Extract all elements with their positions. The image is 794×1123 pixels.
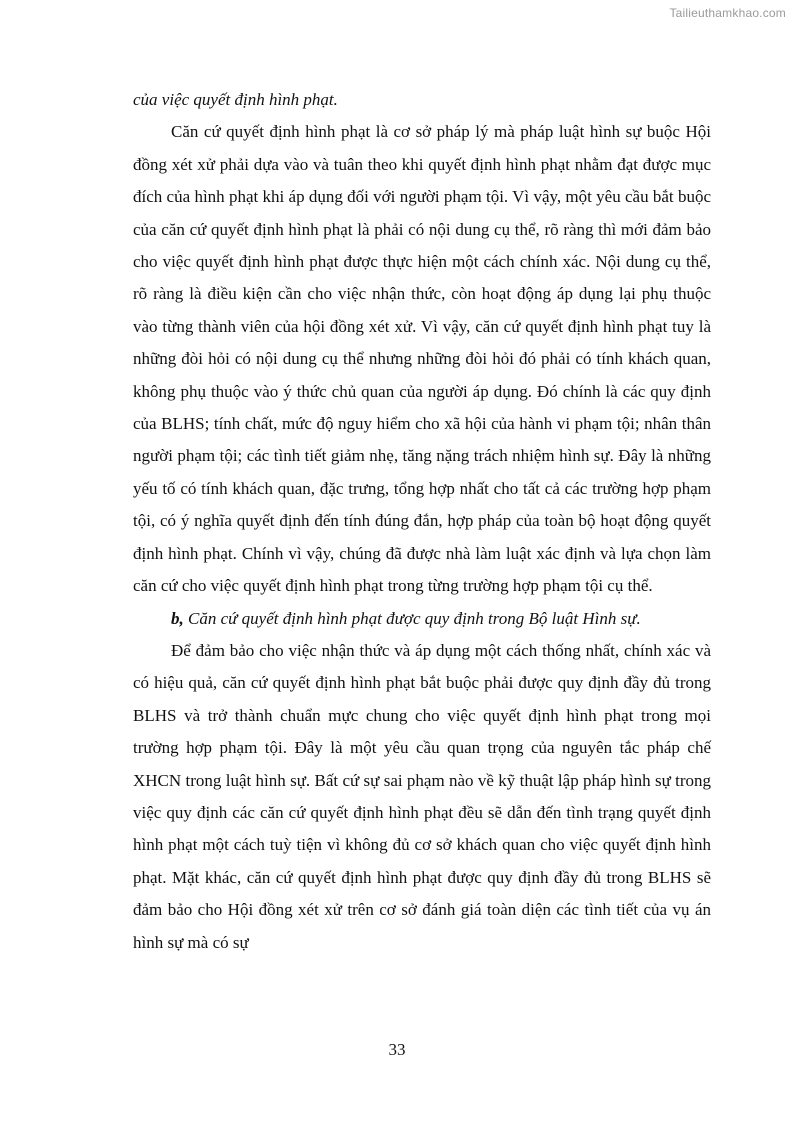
paragraph: Để đảm bảo cho việc nhận thức và áp dụng một cách thống nhất, chính xác và có hiệu quả, căn cứ quyết định hình phạt bắt buộc phải được quy định đầy đủ trong BLHS và trở thành chuẩn mực chung cho việc quyết định hình phạt trong mọi trường hợp phạm tội. Đây là một yêu cầu quan trọng của nguyên tắc pháp chế XHCN trong luật hình sự. Bất cứ sự sai phạm nào về kỹ thuật lập pháp hình sự trong việc quy định các căn cứ quyết định hình phạt đều sẽ dẫn đến tình trạng quyết định hình phạt một cách tuỳ tiện vì không đủ cơ sở khách quan cho việc quyết định hình phạt. Mặt khác, căn cứ quyết định hình phạt được quy định đầy đủ trong BLHS sẽ đảm bảo cho Hội đồng xét xử trên cơ sở đánh giá toàn diện các tình tiết của vụ án hình sự mà có sự bbox=[133, 640, 711, 952]
section-heading bbox=[133, 603, 711, 635]
section-heading-text: Căn cứ quyết định hình phạt được quy định trong Bộ luật Hình sự. bbox=[183, 608, 641, 628]
paragraph-continuation: của việc quyết định hình phạt. bbox=[133, 90, 338, 109]
body-text bbox=[133, 84, 711, 959]
page-number: 33 bbox=[388, 1040, 406, 1059]
paragraph: Căn cứ quyết định hình phạt là cơ sở pháp lý mà pháp luật hình sự buộc Hội đồng xét xử phải dựa vào và tuân theo khi quyết định hình phạt nhằm đạt được mục đích của hình phạt khi áp dụng đối với người phạm tội. Vì vậy, một yêu cầu bắt buộc của căn cứ quyết định hình phạt là phải có nội dung cụ thể, rõ ràng thì mới đảm bảo cho việc quyết định hình phạt được thực hiện một cách chính xác. Nội dung cụ thể, rõ ràng là điều kiện cần cho việc nhận thức, còn hoạt động áp dụng lại phụ thuộc vào từng thành viên của hội đồng xét xử. Vì vậy, căn cứ quyết định hình phạt tuy là những đòi hỏi có nội dung cụ thể nhưng những đòi hỏi đó phải có tính khách quan, không phụ thuộc vào ý thức chủ quan của người áp dụng. Đó chính là các quy định của BLHS; tính chất, mức độ nguy hiểm cho xã hội của hành vi phạm tội; nhân thân người phạm tội; các tình tiết giảm nhẹ, tăng nặng trách nhiệm hình sự. Đây là những yếu tố có tính khách quan, đặc trưng, tổng hợp nhất cho tất cả các trường hợp phạm tội, có ý nghĩa quyết định đến tính đúng đắn, hợp pháp của toàn bộ hoạt động quyết định hình phạt. Chính vì vậy, chúng đã được nhà làm luật xác định và lựa chọn làm căn cứ cho việc quyết định hình phạt trong từng trường hợp phạm tội cụ thể. bbox=[133, 122, 711, 596]
section-heading-label: b, bbox=[171, 608, 184, 628]
watermark: Tailieuthamkhao.com bbox=[669, 6, 786, 20]
